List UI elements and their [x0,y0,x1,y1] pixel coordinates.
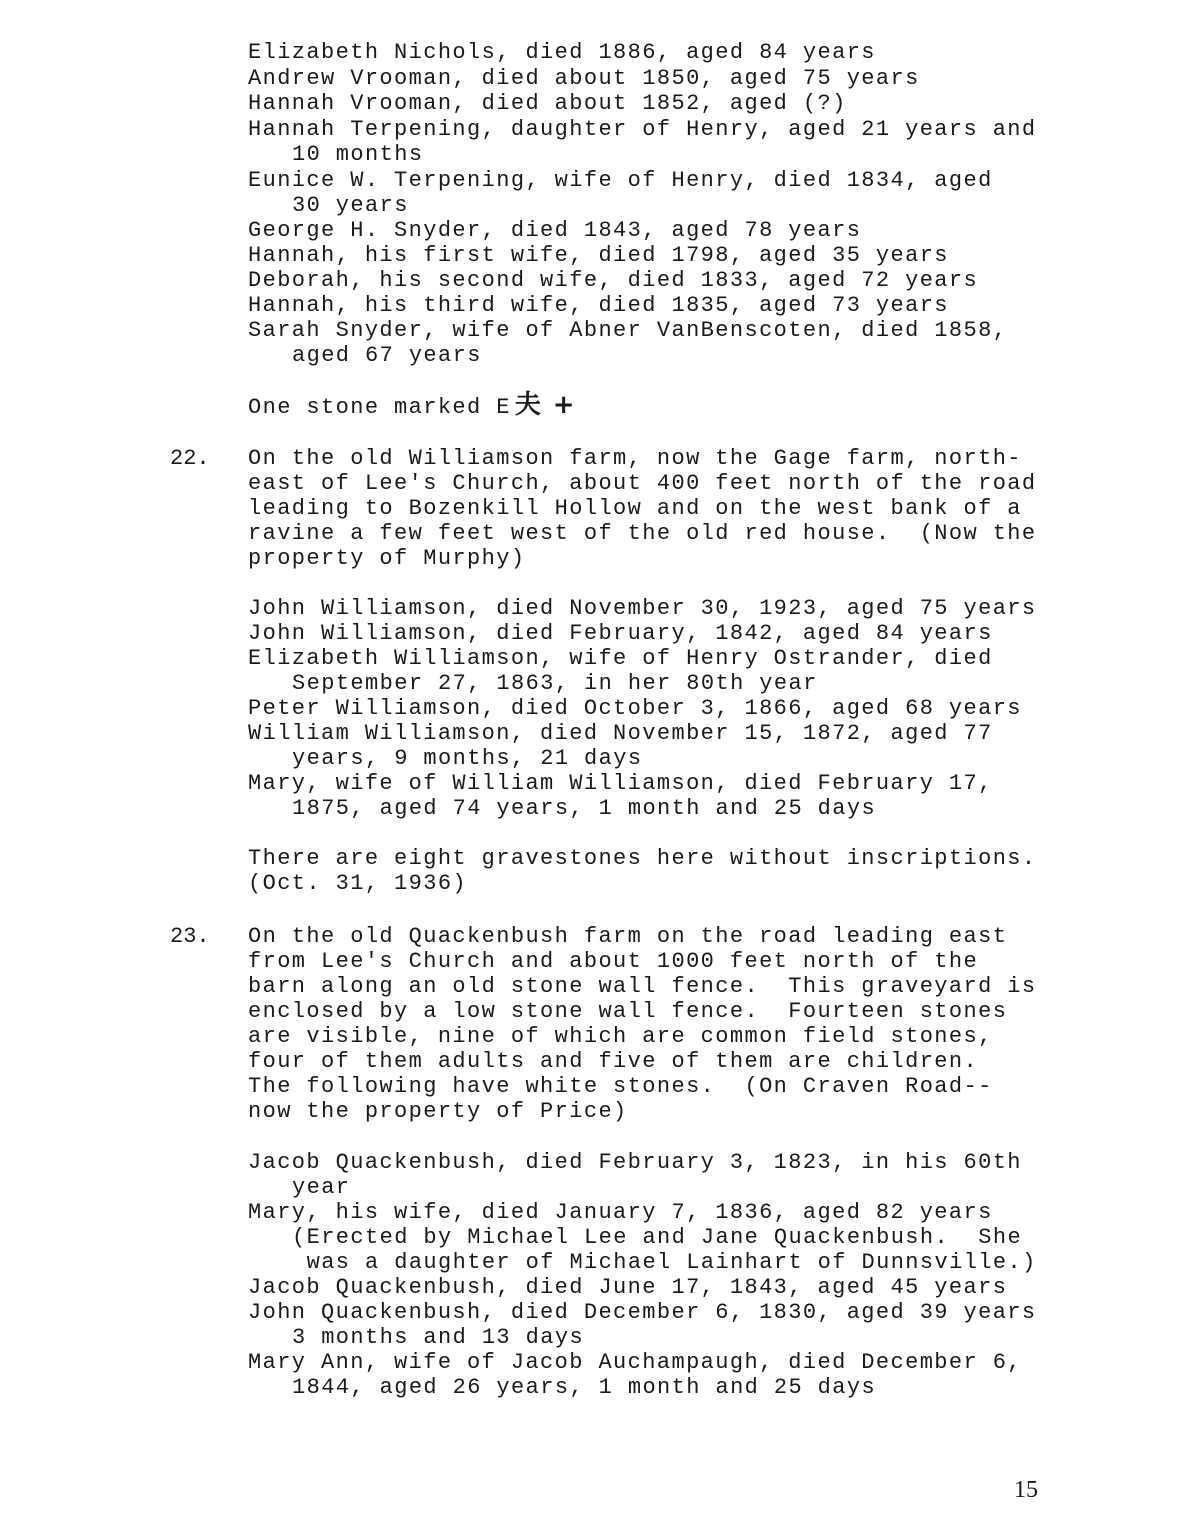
entry-line: Peter Williamson, died October 3, 1866, aged 68 years [248,696,1022,721]
entry-line: 1844, aged 26 years, 1 month and 25 days [292,1375,877,1400]
entry-line: 30 years [292,193,409,218]
entry-line: Deborah, his second wife, died 1833, aged 72 years [248,268,979,293]
section-description-line: enclosed by a low stone wall fence. Fourteen stones [248,999,1008,1024]
section-description-line: now the property of Price) [248,1099,628,1124]
entry-line: Eunice W. Terpening, wife of Henry, died 1834, aged [248,168,993,193]
entry-line: Elizabeth Nichols, died 1886, aged 84 years [248,40,876,65]
section-number: 23. [170,924,210,949]
section-description-line: four of them adults and five of them are children. [248,1049,979,1074]
stone-note-text: One stone marked E [248,395,511,420]
entry-line: John Williamson, died November 30, 1923, aged 75 years [248,596,1037,621]
entry-line: George H. Snyder, died 1843, aged 78 years [248,218,862,243]
section-description-line: The following have white stones. (On Craven Road-- [248,1074,993,1099]
stone-mark-symbol: 夫 + [514,390,576,420]
section-description-line: property of Murphy) [248,546,526,571]
section-description-line: are visible, nine of which are common field stones, [248,1024,993,1049]
entry-line: Hannah Vrooman, died about 1852, aged (?) [248,91,847,116]
entry-line: Jacob Quackenbush, died February 3, 1823, in his 60th [248,1150,1022,1175]
entry-line: 3 months and 13 days [292,1325,585,1350]
entry-line: William Williamson, died November 15, 1872, aged 77 [248,721,993,746]
page-number: 15 [1014,1477,1038,1503]
entry-line: 1875, aged 74 years, 1 month and 25 days [292,796,877,821]
section-note-line: There are eight gravestones here without inscriptions. [248,846,1037,871]
entry-line: Hannah Terpening, daughter of Henry, aged 21 years and [248,117,1037,142]
entry-line: was a daughter of Michael Lainhart of Dunnsville.) [292,1250,1037,1275]
section-description-line: ravine a few feet west of the old red house. (Now the [248,521,1037,546]
entry-line: (Erected by Michael Lee and Jane Quackenbush. She [292,1225,1023,1250]
section-note-line: (Oct. 31, 1936) [248,871,468,896]
entry-line: Hannah, his first wife, died 1798, aged 35 years [248,243,949,268]
section-number: 22. [170,446,210,471]
entry-line: Andrew Vrooman, died about 1850, aged 75 years [248,66,920,91]
entry-line: 10 months [292,142,424,167]
section-description-line: barn along an old stone wall fence. This graveyard is [248,974,1037,999]
entry-line: years, 9 months, 21 days [292,746,643,771]
entry-line: Sarah Snyder, wife of Abner VanBenscoten, died 1858, [248,318,1008,343]
entry-line: September 27, 1863, in her 80th year [292,671,818,696]
entry-line: Jacob Quackenbush, died June 17, 1843, aged 45 years [248,1275,1008,1300]
section-description-line: leading to Bozenkill Hollow and on the west bank of a [248,496,1022,521]
section-description-line: On the old Williamson farm, now the Gage farm, north- [248,446,1022,471]
section-description-line: east of Lee's Church, about 400 feet north of the road [248,471,1037,496]
entry-line: year [292,1175,351,1200]
entry-line: aged 67 years [292,343,482,368]
entry-line: John Williamson, died February, 1842, aged 84 years [248,621,993,646]
entry-line: Mary, wife of William Williamson, died February 17, [248,771,993,796]
entry-line: Mary Ann, wife of Jacob Auchampaugh, died December 6, [248,1350,1022,1375]
stone-note [248,390,576,420]
entry-line: John Quackenbush, died December 6, 1830, aged 39 years [248,1300,1037,1325]
entry-line: Hannah, his third wife, died 1835, aged 73 years [248,293,949,318]
section-description-line: from Lee's Church and about 1000 feet north of the [248,949,979,974]
entry-line: Mary, his wife, died January 7, 1836, aged 82 years [248,1200,993,1225]
section-description-line: On the old Quackenbush farm on the road leading east [248,924,1008,949]
entry-line: Elizabeth Williamson, wife of Henry Ostrander, died [248,646,993,671]
